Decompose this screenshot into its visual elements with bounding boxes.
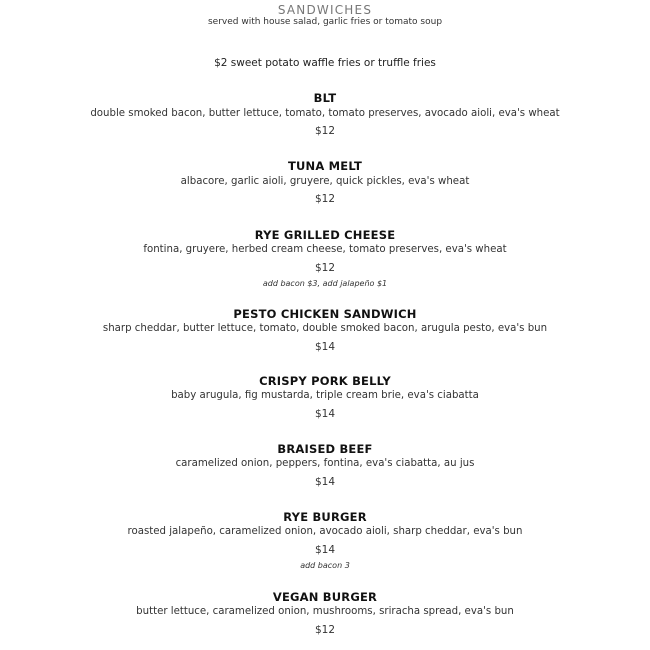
item-addon: add bacon $3, add jalapeño $1: [262, 279, 388, 288]
item-name: CRISPY PORK BELLY: [259, 374, 391, 388]
item-price: $12: [314, 125, 336, 137]
item-name: RYE BURGER: [283, 510, 367, 524]
item-description: sharp cheddar, butter lettuce, tomato, double smoked bacon, arugula pesto, eva's bun: [102, 323, 548, 334]
item-description: baby arugula, fig mustarda, triple cream brie, eva's ciabatta: [171, 390, 479, 401]
item-name: VEGAN BURGER: [272, 590, 378, 604]
item-name: RYE GRILLED CHEESE: [254, 228, 396, 242]
item-description: albacore, garlic aioli, gruyere, quick pickles, eva's wheat: [180, 176, 470, 187]
item-description: roasted jalapeño, caramelized onion, avocado aioli, sharp cheddar, eva's bun: [127, 526, 523, 537]
item-price: $12: [314, 624, 336, 636]
item-addon: add bacon 3: [300, 561, 350, 570]
item-name: TUNA MELT: [287, 159, 363, 173]
item-price: $14: [314, 341, 336, 353]
item-description: butter lettuce, caramelized onion, mushrooms, sriracha spread, eva's bun: [136, 606, 514, 617]
item-description: caramelized onion, peppers, fontina, eva's ciabatta, au jus: [175, 458, 475, 469]
item-price: $14: [314, 476, 336, 488]
item-description: fontina, gruyere, herbed cream cheese, tomato preserves, eva's wheat: [143, 244, 507, 255]
section-subtitle: served with house salad, garlic fries or tomato soup: [207, 17, 443, 27]
item-name: BRAISED BEEF: [277, 442, 373, 456]
item-price: $14: [314, 544, 336, 556]
item-price: $12: [314, 193, 336, 205]
item-name: PESTO CHICKEN SANDWICH: [233, 307, 417, 321]
item-price: $12: [314, 262, 336, 274]
section-title: SANDWICHES: [277, 3, 373, 17]
upgrade-note: $2 sweet potato waffle fries or truffle fries: [214, 57, 436, 69]
item-name: BLT: [313, 91, 337, 105]
item-price: $14: [314, 408, 336, 420]
item-description: double smoked bacon, butter lettuce, tomato, tomato preserves, avocado aioli, eva's wheat: [90, 108, 560, 119]
